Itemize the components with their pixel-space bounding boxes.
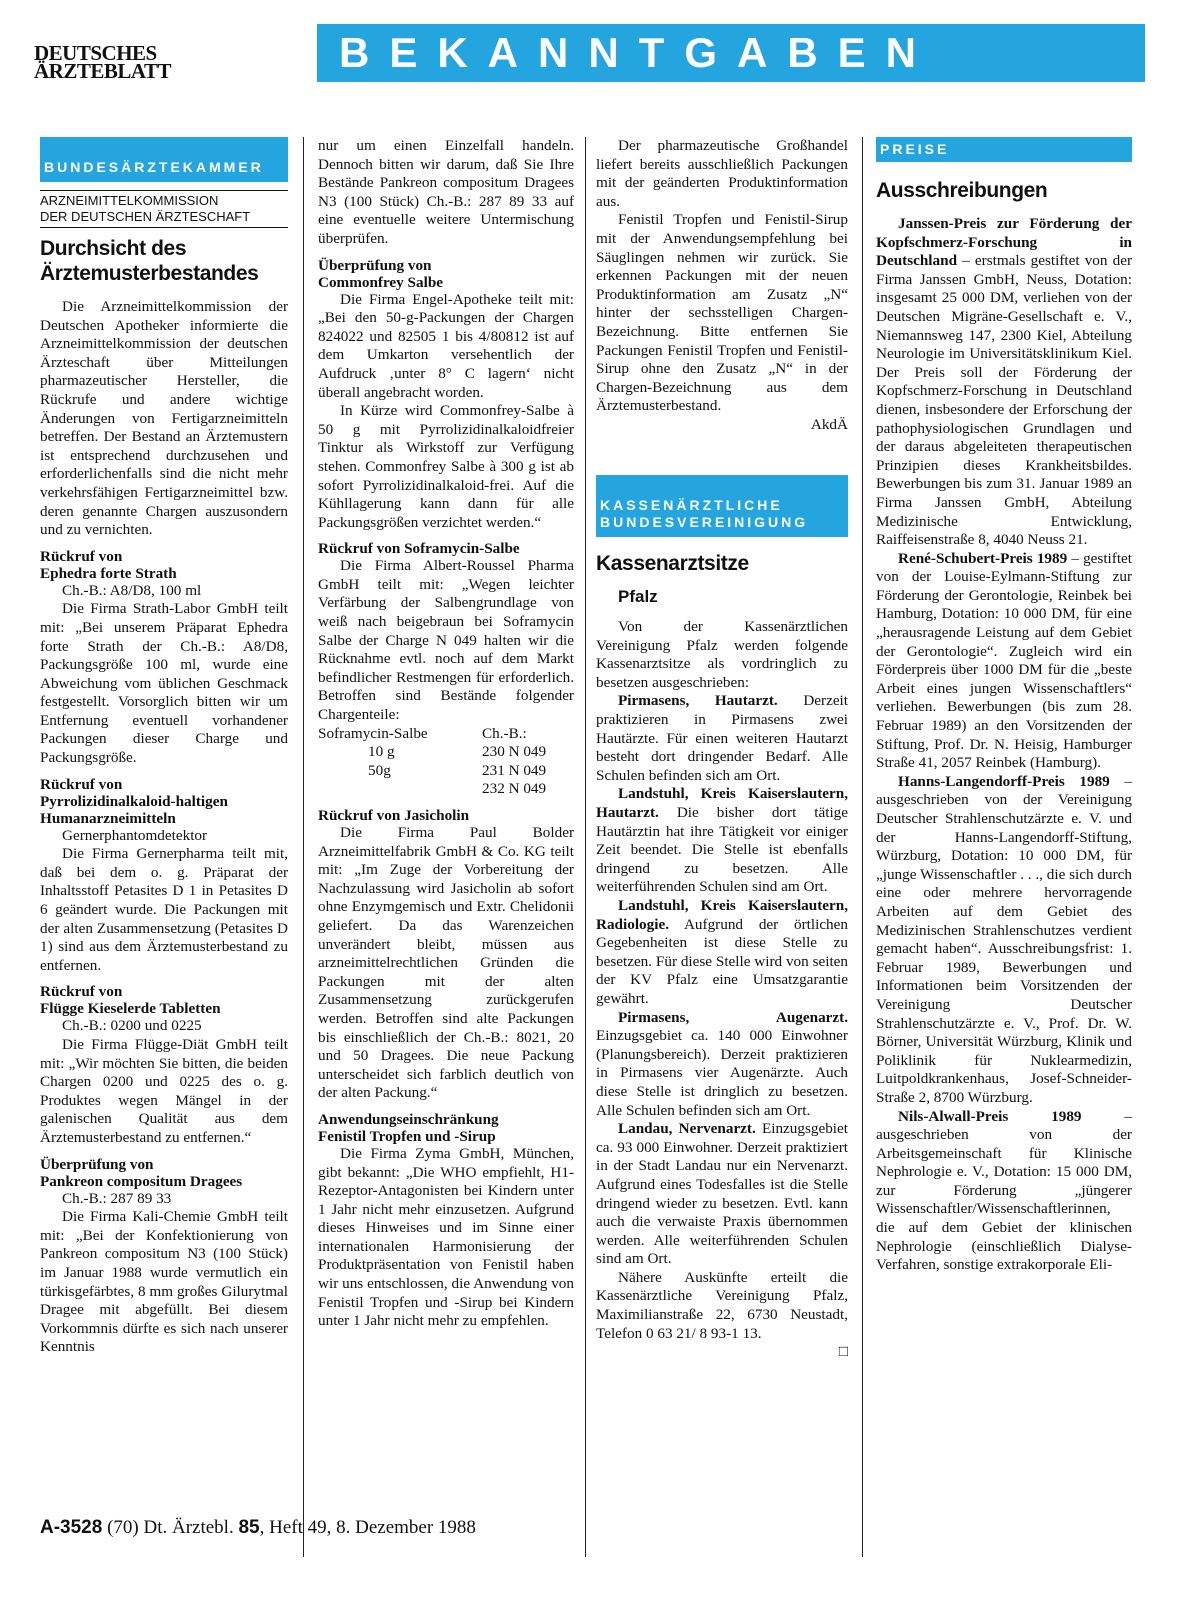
paragraph: Der pharmazeutische Großhandel liefert bereits ausschließlich Packungen mit der geänderten Produktinformation aus. <box>596 137 848 210</box>
subheading: Rückruf von Jasicholin <box>318 807 470 824</box>
listing <box>596 1120 848 1269</box>
author-signature: AkdÄ <box>810 415 848 433</box>
article-headline: Kassenarztsitze <box>596 551 749 575</box>
paragraph: In Kürze wird Commonfrey-Salbe à 50 g mit Pyrrolizidinalkaloidfreier Tinktur als Wirkstoff zur Verfügung stehen. Commonfrey Salbe à 300 g ist ab sofort Pyrrolizidinalkaloid-frei. Auf die Kühllagerung kann dann für alle Packungsgrößen verzichtet werden.“ <box>318 402 574 531</box>
footer-issue: , Heft 49, 8. Dezember 1988 <box>259 1517 476 1538</box>
batch-header-ch: Ch.-B.: <box>482 724 527 742</box>
batch-table <box>318 725 574 799</box>
paragraph: Fenistil Tropfen und Fenistil-Sirup mit der Anwendungsempfehlung bei Säuglingen nehmen wir zurück. Sie erkennen Packungen mit der neuen Produktinformation am Zusatz „N“ hinter der sechsstelligen Chargen-Bezeichnung. Bitte entfernen Sie Packungen Fenistil Tropfen und Fenistil-Sirup ohne den Zusatz „N“ in der Chargen-Bezeichnung aus dem Ärztemusterbestand. <box>596 211 848 415</box>
kicker <box>40 190 288 228</box>
listing-text: Die bisher dort tätige Hautärztin hat ihre Tätigkeit vor einiger Zeit beendet. Die Stelle ist ebenfalls dringend zu besetzen. Alle weiterführenden Schulen sind am Ort. <box>596 804 849 896</box>
subheading-line: Rückruf von <box>40 983 123 1001</box>
subheading-line: Flügge Kieselerde Tabletten <box>40 1000 221 1018</box>
page-footer <box>40 1517 476 1539</box>
kicker-line: DER DEUTSCHEN ÄRZTESCHAFT <box>40 209 251 224</box>
section-label: BUNDESÄRZTEKAMMER <box>40 137 288 182</box>
paragraph: Nähere Auskünfte erteilt die Kassenärztliche Vereinigung Pfalz, Maximilianstraße 22, 6730 Neustadt, Telefon 0 63 21/ 8 93-1 13. <box>596 1268 848 1342</box>
batch-ch: 230 N 049 <box>482 743 547 761</box>
subheading-line: Rückruf von <box>40 547 123 565</box>
batch-number: Ch.-B.: A8/D8, 100 ml <box>62 581 202 599</box>
subheading-line: Rückruf von <box>40 775 123 793</box>
batch-table-header <box>318 725 574 744</box>
column-3 <box>596 137 848 1362</box>
section-label: PREISE <box>876 137 1132 162</box>
prize-entry <box>876 1108 1132 1275</box>
batch-size: 50g <box>368 761 391 779</box>
subheading <box>318 1111 574 1145</box>
column-1 <box>40 137 288 1357</box>
paragraph: Die Firma Albert-Roussel Pharma GmbH teilt mit: „Wegen leichter Verfärbung der Salbengrundlage von weiß nach beigebraun bei Soframycin Salbe der Charge N 049 halten wir die Rücknahme evtl. noch auf dem Markt befindlicher Restmengen für erforderlich. Betroffen sind Bestände folgender Chargenteile: <box>318 557 574 724</box>
paragraph: Die Arzneimittelkommission der Deutschen Apotheker informierte die Arzneimittelkommission der deutschen Ärzteschaft über Mitteilungen pharmazeutischer Hersteller, die Rückrufe und andere wichtige Änderungen von Fertigarzneimitteln betreffen. Der Bestand an Ärztemustern ist entsprechend durchzusehen und erforderlichenfalls sind die nicht mehr verkehrsfähigen Fertigarzneimittel bzw. deren genannte Chargen auszusondern und zu vernichten. <box>40 298 288 539</box>
masthead-line2: ÄRZTEBLATT <box>34 59 171 83</box>
column-divider <box>303 137 304 1557</box>
footer-volume: 85 <box>238 1517 260 1538</box>
column-2 <box>318 137 574 1331</box>
subheading-line: Fenistil Tropfen und -Sirup <box>318 1127 496 1145</box>
batch-row <box>318 780 574 799</box>
batch-header-product: Soframycin-Salbe <box>318 724 428 742</box>
subheading-line: Pankreon compositum Dragees <box>40 1172 243 1190</box>
batch-row <box>318 743 574 762</box>
paragraph: Die Firma Strath-Labor GmbH teilt mit: „Bei unserem Präparat Ephedra forte Strath der Ch.-B.: A8/D8, Packungsgröße 100 ml, wurde eine Abweichung vom üblichen Geschmack festgestellt. Vorsorglich bitten wir um Entfernung eventuell vorhandener Packungen dieser Charge und Packungsgröße. <box>40 600 288 767</box>
listing <box>596 1009 848 1121</box>
article-headline: Durchsicht des Ärztemusterbestandes <box>40 237 259 285</box>
prize-text: – ausgeschrieben von der Arbeitsgemeinschaft für Klinische Nephrologie e. V., Dotation: 15 000 DM, zur Förderung „jüngerer Wissenschaftler/Wissenschaftlerinnen, die auf dem Gebiet der klinischen Nephrologie (einschließlich Dialyse-Verfahren, sonstige extrakorporale Eli- <box>876 1107 1132 1274</box>
subheading-line: Überprüfung von <box>318 256 432 274</box>
listing <box>596 785 848 897</box>
prize-text: – gestiftet von der Louise-Eylmann-Stiftung zur Förderung der Gerontologie, Reinbek bei Hamburg, Dotation: 10 000 DM, für eine „herausragende Leistung auf dem Gebiet der Gerontologie“. Zugleich wird ein Förderpreis über 1000 DM für die „beste Arbeit eines jungen Wissenschaftlers“ verliehen. Bewerbungen (bis zum 28. Februar 1989) an den Vorsitzenden der Stiftung, Prof. Dr. N. Heisig, Hamburger Straße 41, 2057 Reinbek (Hamburg). <box>876 549 1132 772</box>
batch-ch: 231 N 049 <box>482 761 547 779</box>
subheading <box>40 776 288 827</box>
prize-entry <box>876 550 1132 773</box>
subheading-line: Ephedra forte Strath <box>40 564 177 582</box>
section-label-line: BUNDESVEREINIGUNG <box>600 513 809 530</box>
subheading-line: Anwendungseinschränkung <box>318 1110 499 1128</box>
product-name: Gernerphantomdetektor <box>62 826 208 844</box>
listing-head: Pirmasens, Augenarzt. <box>618 1008 848 1026</box>
paragraph: Die Firma Paul Bolder Arzneimittelfabrik GmbH & Co. KG teilt mit: „Im Zuge der Vorbereitung der Nachzulassung wird Jasicholin ab sofort ohne Enzymgemisch und Extr. Chelidonii geliefert. Da das Warenzeichen unverändert bleibt, müssen aus arzneimittelrechtlichen Gründen die Packungen mit der alten Zusammensetzung zurückgerufen werden. Betroffen sind alte Packungen bis einschließlich der Ch.-B.: 8021, 20 und 50 Dragees. Die neue Packung unterscheidet sich farblich deutlich von der alten Packung.“ <box>318 824 574 1102</box>
prize-entry <box>876 215 1132 550</box>
batch-number: Ch.-B.: 0200 und 0225 <box>62 1017 202 1035</box>
paragraph: Die Firma Kali-Chemie GmbH teilt mit: „Bei der Konfektionierung von Pankreon compositum N3 (100 Stück) im Januar 1988 wurde vermutlich ein türkisgefärbtes, 8 mm großes Gilurytmal Dragee mit abgefüllt. Bei diesem Vorkommnis dürfte es sich nach unserer Kenntnis <box>40 1208 288 1356</box>
page-number: A-3528 <box>40 1517 103 1538</box>
batch-size <box>368 780 482 799</box>
paragraph: Die Firma Gernerpharma teilt mit, daß bei dem o. g. Präparat der Inhaltsstoff Petasites D 1 in Petasites D 6 geändert wurde. Die Packungen mit der alten Zusammensetzung (Petasites D 1) sind aus dem Ärztemusterbestand zu entfernen. <box>40 845 288 974</box>
subheading <box>40 1156 288 1190</box>
masthead-line1: DEUTSCHES <box>34 41 157 65</box>
paragraph: Von der Kassenärztlichen Vereinigung Pfalz werden folgende Kassenarztsitze als vordringlich zu besetzen ausgeschrieben: <box>596 618 848 691</box>
batch-number: Ch.-B.: 287 89 33 <box>62 1189 172 1207</box>
paragraph: Die Firma Engel-Apotheke teilt mit: „Bei den 50-g-Packungen der Chargen 824022 und 82505 1 bis 4/80812 ist auf dem Umkarton versehentlich der Aufdruck ‚unter 8° C lagern‘ nicht überall angebracht worden. <box>318 290 574 401</box>
prize-text: – ausgeschrieben von der Vereinigung Deutscher Strahlenschutzärzte e. V. und der Hanns-Langendorff-Stiftung, Würzburg, Dotation: 10 000 DM, für „junge Wissenschaftler . . ., die sich durch eine oder mehrere hervorragende Arbeiten auf dem Gebiet des Medizinischen Strahlenschutzes verdient gemacht haben“. Ausschreibungsfrist: 1. Februar 1989, Bewerbungen und Informationen beim Vorsitzenden der Vereinigung Deutscher Strahlenschutzärzte e. V., Prof. Dr. W. Börner, Universität Würzburg, Klinik und Poliklinik für Nuklearmedizin, Luitpoldkrankenhaus, Josef-Schneider-Straße 2, 8700 Würzburg. <box>876 772 1132 1106</box>
batch-ch: 232 N 049 <box>482 780 547 798</box>
subheading <box>318 257 574 291</box>
column-4 <box>876 137 1132 1275</box>
paragraph: Die Firma Zyma GmbH, München, gibt bekannt: „Die WHO empfiehlt, H1-Rezeptor-Antagonisten bei Kindern unter 1 Jahr nicht mehr einzusetzen. Aufgrund dieses Hinweises und im Sinne einer internationalen Harmonisierung der Produktpräsentation von Fenistil haben wir uns entschlossen, die Anwendung von Fenistil Tropfen und -Sirup bei Kindern unter 1 Jahr nicht mehr zu empfehlen. <box>318 1144 574 1330</box>
subheading-line: Pyrrolizidinalkaloid-haltigen <box>40 792 228 810</box>
section-label-line: KASSENÄRZTLICHE <box>600 496 783 513</box>
listing-head: Landstuhl, Kreis Kaiserslautern, Radiologie. <box>596 897 848 933</box>
prize-text: – erstmals gestiftet von der Firma Janssen GmbH, Neuss, Dotation: insgesamt 25 000 DM, verliehen von der Deutschen Migräne-Gesellschaft e. V., Niemannsweg 147, 2300 Kiel, Abteilung Neurologie im Universitätsklinikum Kiel. Der Preis soll der Förderung der Kopfschmerz-Forschung in Deutschland dienen, insbesondere der Erforschung der pathophysiologischen Grundlagen und der daraus abgeleiteten therapeutischen Prinzipien dieses Krankheitsbildes. Bewerbungen bis zum 31. Januar 1989 an Firma Janssen GmbH, Abteilung Medizinische Entwicklung, Raiffeisenstraße 8, 4040 Neuss 21. <box>876 252 1132 549</box>
masthead <box>34 41 171 83</box>
listing <box>596 897 848 1009</box>
paragraph: Die Firma Flügge-Diät GmbH teilt mit: „Wir möchten Sie bitten, die beiden Chargen 0200 und 0225 des o. g. Produktes wegen Mängel in der galenischen Qualität aus dem Ärztemusterbestand zu entfernen.“ <box>40 1036 288 1146</box>
subheading-line: Humanarzneimitteln <box>40 809 176 827</box>
subheading <box>40 983 288 1017</box>
batch-size: 10 g <box>368 743 395 761</box>
subheading-line: Commonfrey Salbe <box>318 273 444 291</box>
section-label <box>596 475 848 537</box>
article-subhead: Pfalz <box>618 586 658 606</box>
paragraph: nur um einen Einzelfall handeln. Dennoch bitten wir darum, daß Sie Ihre Bestände Pankreon compositum Dragees N3 (100 Stück) Ch.-B.: 287 89 33 auf eine eventuelle weitere Untermischung überprüfen. <box>318 137 574 247</box>
article-headline: Ausschreibungen <box>876 179 1048 202</box>
listing-head: Landau, Nervenarzt. <box>618 1120 756 1138</box>
listing-head: Landstuhl, Kreis Kaiserslautern, Hautarzt. <box>596 785 848 822</box>
kicker-line: ARZNEIMITTELKOMMISSION <box>40 193 219 208</box>
subheading-line: Überprüfung von <box>40 1155 154 1173</box>
listing-text: Einzugsgebiet ca. 93 000 Einwohner. Derzeit praktiziert in der Stadt Landau nur ein Nervenarzt. Aufgrund eines Todesfalles ist die Stelle dringend wieder zu besetzen. Evtl. kann auch die verwaiste Praxis übernommen werden. Alle weiterführenden Schulen sind am Ort. <box>596 1120 848 1268</box>
prize-entry <box>876 773 1132 1108</box>
listing-head: Pirmasens, Hautarzt. <box>618 692 778 710</box>
footer-citation: (70) Dt. Ärztebl. <box>107 1517 234 1538</box>
listing-text: Derzeit praktizieren in Pirmasens zwei Hautärzte. Für einen weiteren Hautarzt besteht dort dringender Bedarf. Alle Schulen befinden sich am Ort. <box>596 692 848 784</box>
end-mark-icon: □ <box>838 1343 848 1361</box>
column-divider <box>862 137 863 1557</box>
subheading: Rückruf von Soframycin-Salbe <box>318 540 520 558</box>
prize-name: Janssen-Preis zur Förderung der Kopfschmerz-Forschung in Deutschland <box>876 215 1132 270</box>
listing-text: Einzugsgebiet ca. 140 000 Einwohner (Planungsbereich). Derzeit praktizieren in Pirmasens vier Augenärzte. Auch diese Stelle ist dringlich zu besetzen. Alle Schulen befinden sich am Ort. <box>596 1027 848 1119</box>
prize-name: Hanns-Langendorff-Preis 1989 <box>898 772 1110 790</box>
listing-text: Aufgrund der örtlichen Gegebenheiten ist diese Stelle zu besetzen. Für diese Stelle wird von seiten der KV Pfalz eine Umsatzgarantie gewährt. <box>596 915 848 1007</box>
prize-name: René-Schubert-Preis 1989 <box>898 549 1068 567</box>
column-divider <box>585 137 586 1557</box>
batch-row <box>318 762 574 781</box>
subheading <box>40 548 288 582</box>
listing <box>596 692 848 785</box>
prize-name: Nils-Alwall-Preis 1989 <box>898 1107 1082 1125</box>
section-banner: BEKANNTGABEN <box>317 24 1145 82</box>
